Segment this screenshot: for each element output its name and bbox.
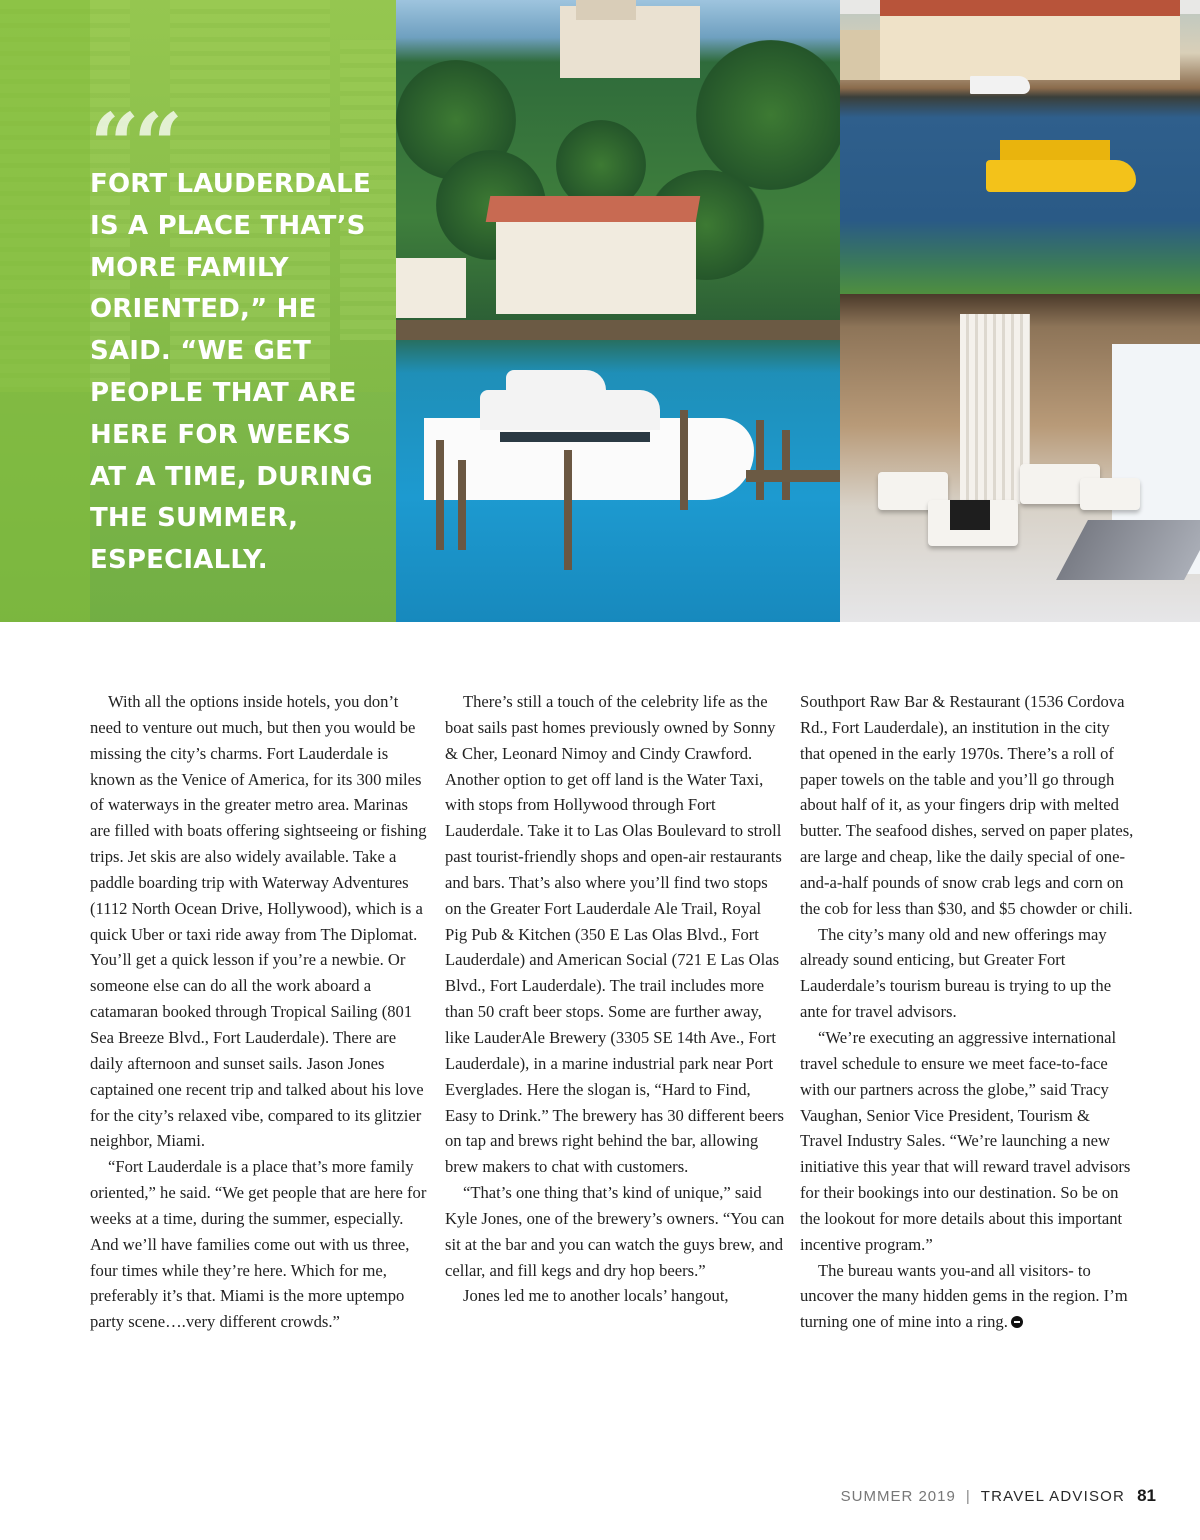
paragraph: The city’s many old and new offerings may already sound enticing, but Greater Fort Lauderdale’s tourism bureau is trying to up the ante for travel advisors. [800,924,1112,1022]
page-footer [841,1486,1156,1506]
pull-quote [90,95,390,582]
issue-label: SUMMER 2019 [840,1487,956,1505]
paragraph-text: The bureau wants you-and all visitors- to uncover the many hidden gems in the region. I’m turning one of mine into a ring. [800,1260,1128,1332]
yacht-waterfront-photo [396,0,840,622]
article-column-1 [90,689,432,1335]
paragraph: “We’re executing an aggressive international travel schedule to ensure we meet face-to-face with our partners across the globe,” said Tracy Vaughan, Senior Vice President, Tourism & Travel Industry Sales. “We’re launching a new initiative this year that will reward travel advisors for their bookings into our destination. So be on the lookout for more details about this important incentive program.” [800,1027,1131,1254]
magazine-name: TRAVEL ADVISOR [980,1487,1126,1505]
paragraph: Jones led me to another locals’ hangout, [463,1286,729,1306]
paragraph: “That’s one thing that’s kind of unique,” said Kyle Jones, one of the brewery’s owners. “You can sit at the bar and you can watch the guys brew, and cellar, and fill kegs and dry hop beers.” [445,1183,785,1280]
pull-quote-text: FORT LAUDERDALE IS A PLACE THAT’S MORE FAMILY ORIENTED,” HE SAID. “WE GET PEOPLE THAT ARE HERE FOR WEEKS AT A TIME, DURING THE SUMMER, ESPECIALLY. [90,169,373,576]
paragraph-with-end-mark [800,1258,1135,1336]
end-of-article-icon [1011,1316,1023,1328]
article-column-2 [445,689,787,1309]
paragraph: There’s still a touch of the celebrity life as the boat sails past homes previously owned by Sonny & Cher, Leonard Nimoy and Cindy Crawford. Another option to get off land is the Water Taxi, with stops from Hollywood through Fort Lauderdale. Take it to Las Olas Boulevard to stroll past tourist-friendly shops and open-air restaurants and bars. That’s also where you’ll find two stops on the Greater Fort Lauderdale Ale Trail, Royal Pig Pub & Kitchen (350 E Las Olas Blvd., Fort Lauderdale) and American Social (721 E Las Olas Blvd., Fort Lauderdale). The trail includes more than 50 craft beer stops. Some are further away, like LauderAle Brewery (3305 SE 14th Ave., Fort Lauderdale), in a marine industrial park near Port Everglades. Here the slogan is, “Hard to Find, Easy to Drink.” The brewery has 30 different beers on tap and brews right behind the bar, allowing brew makers to chat with customers. [445,692,784,1177]
paragraph: Southport Raw Bar & Restaurant (1536 Cordova Rd., Fort Lauderdale), an institution in the city that opened in the early 1970s. There’s a roll of paper towels on the table and you’ll go through about half of it, as your fingers drip with melted butter. The seafood dishes, served on paper plates, are large and cheap, like the daily special of one-and-a-half pounds of snow crab legs and corn on the cob for less than $30, and $5 chowder or chili. [800,692,1134,918]
page-number: 81 [1137,1486,1156,1505]
article-column-3 [800,689,1135,1335]
paragraph: “Fort Lauderdale is a place that’s more family oriented,” he said. “We get people that are here for weeks at a time, during the summer, especially. And we’ll have families come out with us three, four times while they’re here. Which for me, preferably it’s that. Miami is the more uptempo party scene….very different crowds.” [90,1157,427,1332]
spa-lounge-photo [840,294,1200,622]
footer-separator: | [965,1487,971,1505]
paragraph: With all the options inside hotels, you don’t need to venture out much, but then you would be missing the city’s charms. Fort Lauderdale is known as the Venice of America, for its 300 miles of waterways in the greater metro area. Marinas are filled with boats offering sightseeing or fishing trips. Jet skis are also widely available. Take a paddle boarding trip with Waterway Adventures (1112 North Ocean Drive, Hollywood), which is a quick Uber or taxi ride away from The Diplomat. You’ll get a quick lesson if you’re a newbie. Or someone else can do all the work aboard a catamaran booked through Tropical Sailing (801 Sea Breeze Blvd., Fort Lauderdale). There are daily afternoon and sunset sails. Jason Jones captained one recent trip and talked about his love for the city’s relaxed vibe, compared to its glitzier neighbor, Miami. [90,692,427,1151]
water-taxi-photo [840,0,1200,294]
quote-mark-icon: ““ [90,95,177,196]
photo-band [0,0,1200,622]
